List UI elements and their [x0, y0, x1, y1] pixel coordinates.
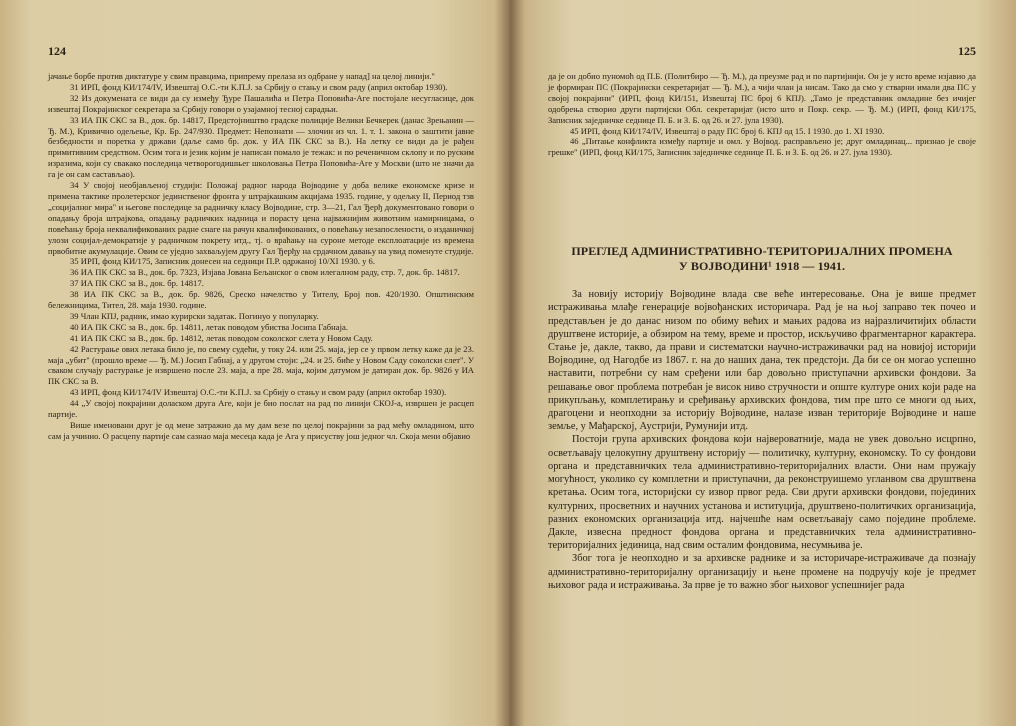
- footnote: да је он добио пуномоћ од П.Б. (Политбиро — Ђ. М.), да преузме рад и по партијнији. Он је у исто време изјавио да је формиран ПС (Покрајински секретаријат — Ђ. М.), а чији члан ја нисам. Тако да смо у стварни имали два ПС у својој покрајини" (ИРП, фонд КИ/151, Извештај ПС број 6 КПЈ). „Тамо је представник омладине без ичијег одобрења створио други партијски Обл. секретаријат (исто што и Покр. секр. — Ђ. М.) (ИРП, фонд КИ/175, Записник заједничке седнице П. Б. и З. Б. од 26. и 27. јула 1930).: [548, 71, 976, 125]
- footnote: 34 У својој необјављеној студији: Положај радног народа Војводине у доба велике економске кризе и примена тактике пролетерског јединственог фронта у штрајкашким акцијама 1935. године, у одељку II, Период тзв „социјалног мира" и његове последице за радничку класу Војводине, стр. 3—21, Гал Ђерђ документовано говори о опадању броја штрајкова, опадању радничких надница и порасту цена најважнијим животним намирницама, о повећању броја неквалификованих радне снаге на рачун квалификованих, о повећању незапослености, о изданичкој улози социјал-демократије у радничком покрету итд., тј. о враћању на суроне методе експлоатације из времена првобитне акумулације. Овим се уједно захваљујем другу Гал Ђерђу на срдачном давању на увид поменуте студије.: [48, 180, 474, 256]
- footnote: 31 ИРП, фонд КИ/174/IV, Извештај О.С.-ти К.П.Ј. за Србију о стању и свом раду (април октобар 1930).: [70, 81, 448, 92]
- footnote: 33 ИА ПК СКС за В., док. бр. 14817, Предстојништво градске полиције Велики Бечкерек (данас Зрењанин — Ђ. М.), Кривично одељење, Кр. Бр. 247/930. Предмет: Непознати — злочин из чл. 1. т. 1. закона о заштити јавне безбедности и поретка у држави (даље само бр. док. у ИА ПК СКС за В.). На летку се види да је рађен примитивним средством. Осим тога и језик којим је написан помало је тежак: и по реченичном склопу и по руским изразима, који су свакако последица четворогодишњег школовања Петра Поповића-Аге у Москви (што не значи да га је он сам састављао).: [48, 114, 474, 180]
- page-number: 125: [958, 44, 976, 58]
- footnote: 43 ИРП, фонд КИ/174/IV Извештај О.С.-ти К.П.Ј. за Србију о стању и свом раду (април октобар 1930).: [70, 387, 447, 398]
- footnote: 44 „У својој покрајини доласком друга Аге, који је био послат на рад по линији СКОЈ-а, извршен је расцеп партије.: [48, 398, 474, 420]
- paragraph: Постоји група архивских фондова који највероватније, мада не увек довољно исцрпно, осветљавају целокупну друштвену историју — политичку, културну, економску. То су фондови органа и представничких тела административно-територијалних власти. Они нам пружају могућност, уколико су комплетни и приступачни, да реконструишемо угланвом сва друштвена кретања. Осим тога, историјски су извор првог реда. Сви други архивски фондови, појединих културних, просветних и научних установа и иституција, друштвено-политичких организација, разних економских организација итд. најчешће нам осветљавају само поједине проблеме. Дакле, извесна предност фондова органа и представничких тела административно-територијалних јединица, над свим осталим фондовима, несумњива је.: [548, 434, 976, 552]
- chapter-heading-line: У ВОЈВОДИНИ¹ 1918 — 1941.: [678, 259, 846, 274]
- page-number: 124: [48, 44, 66, 58]
- body-text: [548, 288, 976, 592]
- footnotes: [48, 71, 474, 442]
- chapter-heading-line: ПРЕГЛЕД АДМИНИСТРАТИВНО-ТЕРИТОРИЈАЛНИХ ПРОМЕНА: [571, 244, 953, 259]
- footnote: 46 „Питање конфликта између партије и омл. у Војвод. расправљено је; друг омладинац... признао је своје грешке" (ИРП, фонд КИ/175, Записник заједничке седнице П. Б. и З. Б. од 26. и 27. јула 1930).: [548, 136, 976, 158]
- footnote: 37 ИА ПК СКС за В., док. бр. 14817.: [70, 278, 204, 289]
- footnote: 41 ИА ПК СКС за В., док. бр. 14812, летак поводом соколског слета у Новом Саду.: [70, 332, 373, 343]
- footnotes: [548, 71, 976, 158]
- footnote: 38 ИА ПК СКС за В., док. бр. 9826, Среско начелство у Тителу, Број пов. 420/1930. Општинским бележницима, Тител, 28. маја 1930. године.: [48, 289, 474, 311]
- chapter-heading: [548, 244, 976, 274]
- footnote: 45 ИРП, фонд КИ/174/IV, Извештај о раду ПС број 6. КПЈ од 15. I 1930. до 1. XI 1930.: [570, 125, 885, 136]
- footnote: Више именовани друг је од мене затражио да му дам везе по целој покрајини за рад мећу омладином, што сам ја учинио. О расцепу партије сам сазнао маја месеца када је Ага у присуству још једног чл. Скоја мени објавио: [48, 420, 474, 441]
- footnote: 35 ИРП, фонд КИ/175, Записник донесен на седници П.Р. одржаној 10/XI 1930. у 6.: [70, 256, 375, 267]
- footnote: јачање борбе против диктатуре у свим правцима, припрему прелаза из одбране у напад] на целој линији.": [48, 71, 435, 81]
- paragraph: Због тога је неопходно и за архивске раднике и за историчаре-истраживаче да познају административно-територијалну организацију и њене промене на подручју које је предмет њиховог рада и истраживања. За прве је то важно због њиховог успешнијег рада: [548, 553, 976, 591]
- footnote: 40 ИА ПК СКС за В., док. бр. 14811, летак поводом убиства Јосипа Габнаја.: [70, 321, 348, 332]
- footnote: 42 Растурање ових летака било је, по свему судећи, у току 24. или 25. маја, јер се у првом летку каже да је 23. маја „убит" (прошло време — Ђ. М.) Јосип Габнај, а у другом стоји: „24. и 25. биће у Новом Саду соколски слет". У сваком случају растурање је извршено после 23. маја, а пре 28. маја, којим датумом је датиран док. бр. 9826 у ИА ПК СКС за В.: [48, 343, 474, 387]
- footnote: 36 ИА ПК СКС за В., док. бр. 7323, Изјава Јована Бељанског о свом илегалном раду, стр. 7, док. бр. 14817.: [70, 267, 460, 278]
- paragraph: За новију историју Војводине влада све веће интересовање. Она је више предмет истраживања млађе генерације војвођанских историчара. Рад је на њој заправо тек почео и представљен је до данас низом по обиму већих и мањих радова из најразличитијих области друштвене историје, а обзиром на тему, време и простор, искључиво фрагментарног карактера. Стање је, дакле, такво, да прави и систематски научно-истраживачки рад на новијој историји Војводине, од Нагодбе из 1867. г. на до наших дана, тек предстоји. Да би се он могао успешно наставити, потребни су нам сређени или бар довољно приступачни архивски фондови. За решавање овог проблема потребан је висок ниво стручности и опште културе оних који раде на прикупљању, комплетирању и сређивању архивских фондова, тим пре што се многи од њих, драгоцени и неопходни за историју Војводине, налазе изван територије Војводине и наше земље, у Мађарској, Аустрији, Румунији итд.: [548, 289, 976, 433]
- right-page: [510, 0, 1016, 726]
- footnote: 32 Из докумената се види да су између Ђуре Пашалића и Петра Поповића-Аге постојале несугласице, док извештај Покрајинског секретара за Србију говори о узајамној тесној сарадњи.: [48, 92, 474, 114]
- footnote: 39 Члан КПЈ, радник, имао курирски задатак. Погинуо у популарку.: [70, 310, 319, 321]
